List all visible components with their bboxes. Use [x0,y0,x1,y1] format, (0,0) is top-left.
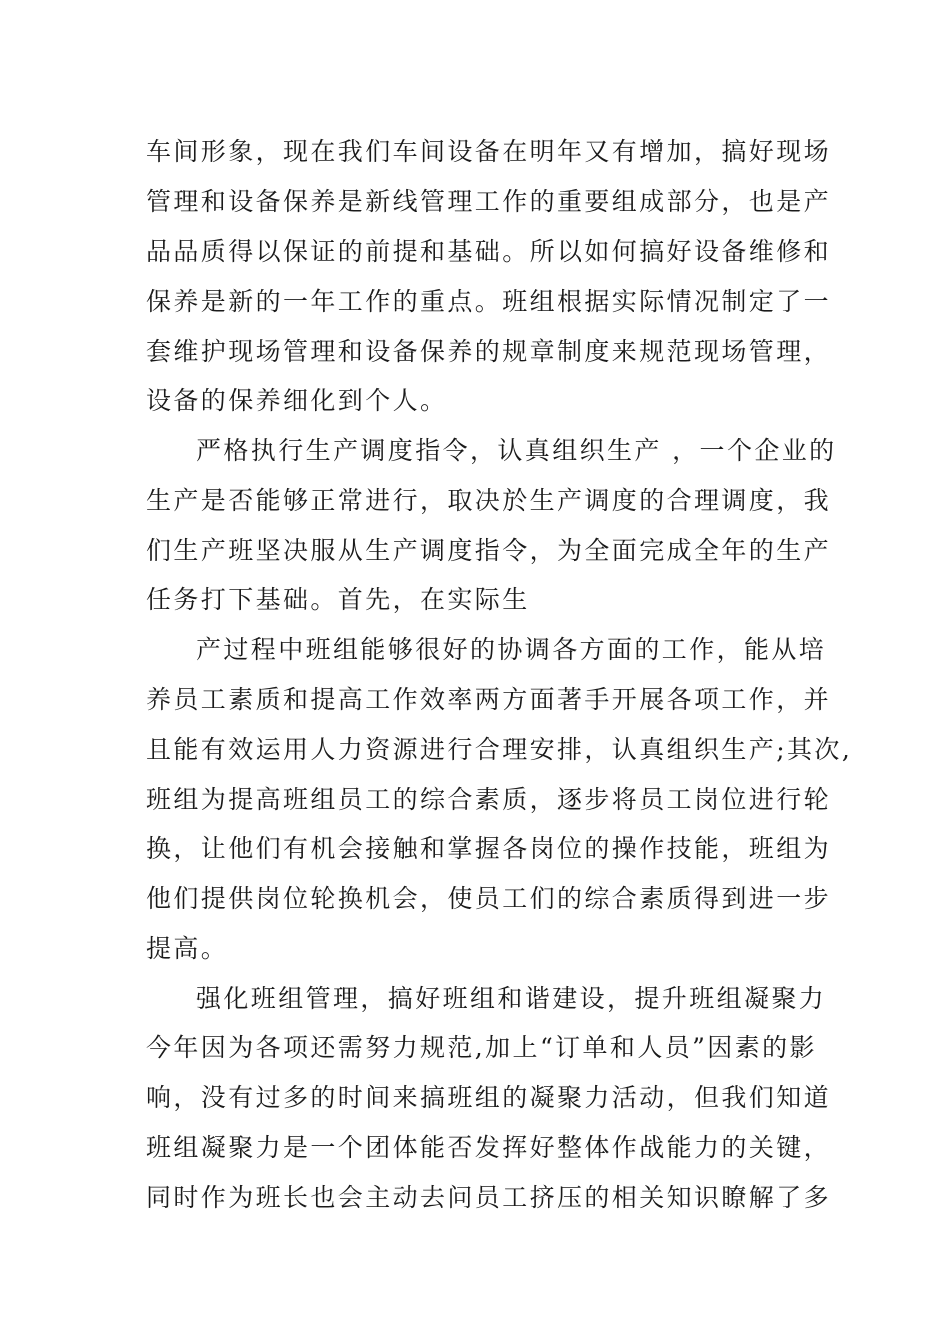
text-line-19: 今年因为各项还需努力规范,加上“订单和人员”因素的影 [146,1033,817,1062]
text-line-3: 品品质得以保证的前提和基础。所以如何搞好设备维修和 [146,237,832,266]
text-line-15: 换，让他们有机会接触和掌握各岗位的操作技能，班组为 [146,834,832,863]
text-line-7: 严格执行生产调度指令，认真组织生产 ，一个企业的 [196,436,837,465]
text-line-10: 任务打下基础。首先，在实际生 [146,585,530,614]
text-line-13: 且能有效运用人力资源进行合理安排，认真组织生产;其次, [146,735,853,764]
text-line-20: 响，没有过多的时间来搞班组的凝聚力活动，但我们知道 [146,1083,832,1112]
text-line-11: 产过程中班组能够很好的协调各方面的工作，能从培 [196,635,827,664]
text-line-2: 管理和设备保养是新线管理工作的重要组成部分，也是产 [146,187,832,216]
text-line-4: 保养是新的一年工作的重点。班组根据实际情况制定了一 [146,287,832,316]
text-line-1: 车间形象，现在我们车间设备在明年又有增加，搞好现场 [146,137,832,166]
text-line-18: 强化班组管理，搞好班组和谐建设，提升班组凝聚力 [196,984,827,1013]
text-line-21: 班组凝聚力是一个团体能否发挥好整体作战能力的关键， [146,1133,832,1162]
text-line-17: 提高。 [146,934,229,963]
text-line-9: 们生产班坚决服从生产调度指令，为全面完成全年的生产 [146,536,832,565]
text-line-14: 班组为提高班组员工的综合素质，逐步将员工岗位进行轮 [146,785,832,814]
text-line-6: 设备的保养细化到个人。 [146,386,448,415]
text-line-5: 套维护现场管理和设备保养的规章制度来规范现场管理， [146,337,832,366]
text-line-16: 他们提供岗位轮换机会，使员工们的综合素质得到进一步 [146,884,832,913]
text-line-22: 同时作为班长也会主动去问员工挤压的相关知识瞭解了多 [146,1183,832,1212]
text-line-12: 养员工素质和提高工作效率两方面著手开展各项工作，并 [146,685,832,714]
text-line-8: 生产是否能够正常进行，取决於生产调度的合理调度，我 [146,486,832,515]
